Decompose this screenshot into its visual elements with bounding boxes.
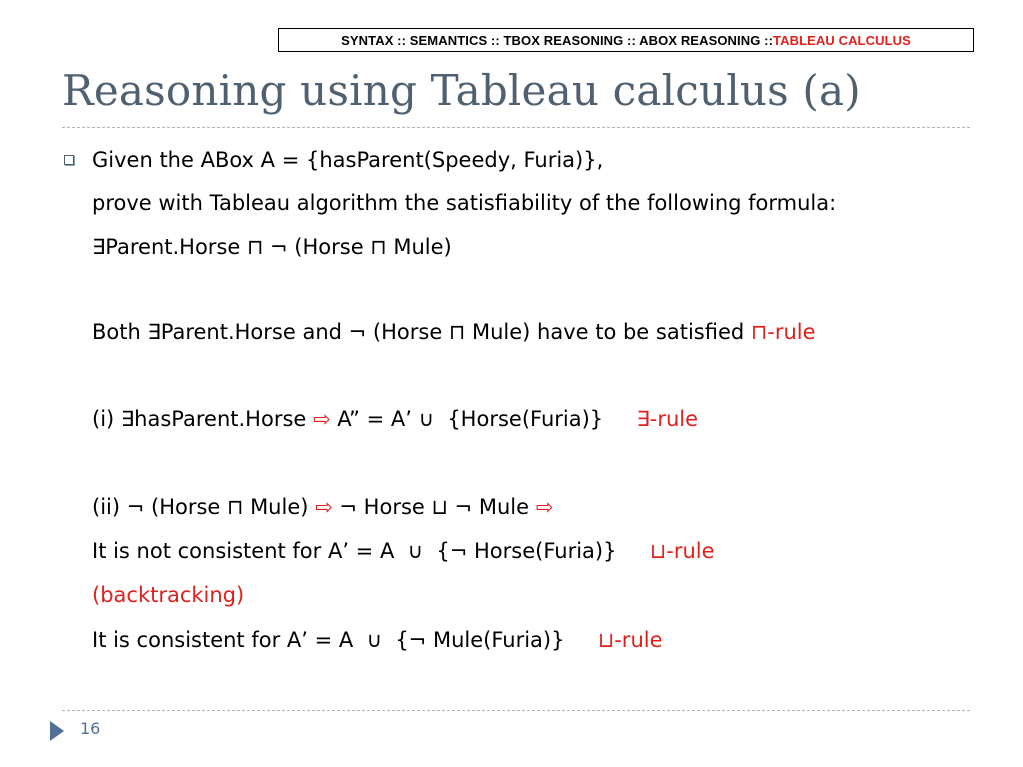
step-ii-text-a: (ii) ¬ (Horse ⊓ Mule) <box>92 495 316 519</box>
exists-rule-label: ∃-rule <box>636 407 699 431</box>
step-i-text-a: (i) ∃hasParent.Horse <box>92 407 313 431</box>
or-rule-label: ⊔-rule <box>649 539 715 563</box>
not-consistent-text: It is not consistent for A’ = A ∪ {¬ Horse(Furia)} <box>92 539 650 563</box>
content-line-formula: ∃Parent.Horse ⊓ ¬ (Horse ⊓ Mule) <box>92 235 452 259</box>
content-line-both <box>92 319 816 345</box>
hollow-right-arrow-icon: ⇨ <box>313 407 331 431</box>
square-bullet-icon <box>64 155 74 165</box>
content-line-prove: prove with Tableau algorithm the satisfiability of the following formula: <box>92 191 837 215</box>
both-text: Both ∃Parent.Horse and ¬ (Horse ⊓ Mule) have to be satisfied <box>92 320 751 344</box>
title-divider <box>62 127 970 128</box>
or-rule-label: ⊔-rule <box>597 628 663 652</box>
triangle-right-icon <box>50 721 64 741</box>
page-number: 16 <box>80 719 101 738</box>
step-i-text-b: A” = A’ ∪ {Horse(Furia)} <box>330 407 637 431</box>
consistent-text: It is consistent for A’ = A ∪ {¬ Mule(Furia)} <box>92 628 598 652</box>
and-rule-label: ⊓-rule <box>750 320 816 344</box>
step-ii-text-b: ¬ Horse ⊔ ¬ Mule <box>332 495 536 519</box>
content-line-given: Given the ABox A = {hasParent(Speedy, Furia)}, <box>92 148 604 172</box>
footer-divider <box>62 710 970 711</box>
content-line-consistent <box>92 627 663 653</box>
hollow-right-arrow-icon: ⇨ <box>315 495 333 519</box>
hollow-right-arrow-icon: ⇨ <box>535 495 554 519</box>
content-line-backtracking: (backtracking) <box>92 583 245 607</box>
content-line-not-consistent <box>92 538 715 564</box>
content-line-step-i <box>92 406 698 432</box>
breadcrumb-text: SYNTAX :: SEMANTICS :: TBOX REASONING :: ABOX REASONING :: <box>341 32 774 48</box>
content-line-step-ii <box>92 494 553 520</box>
breadcrumb-nav <box>278 28 974 52</box>
slide-title: Reasoning using Tableau calculus (a) <box>62 66 861 115</box>
breadcrumb-active: TABLEAU CALCULUS <box>773 32 911 48</box>
